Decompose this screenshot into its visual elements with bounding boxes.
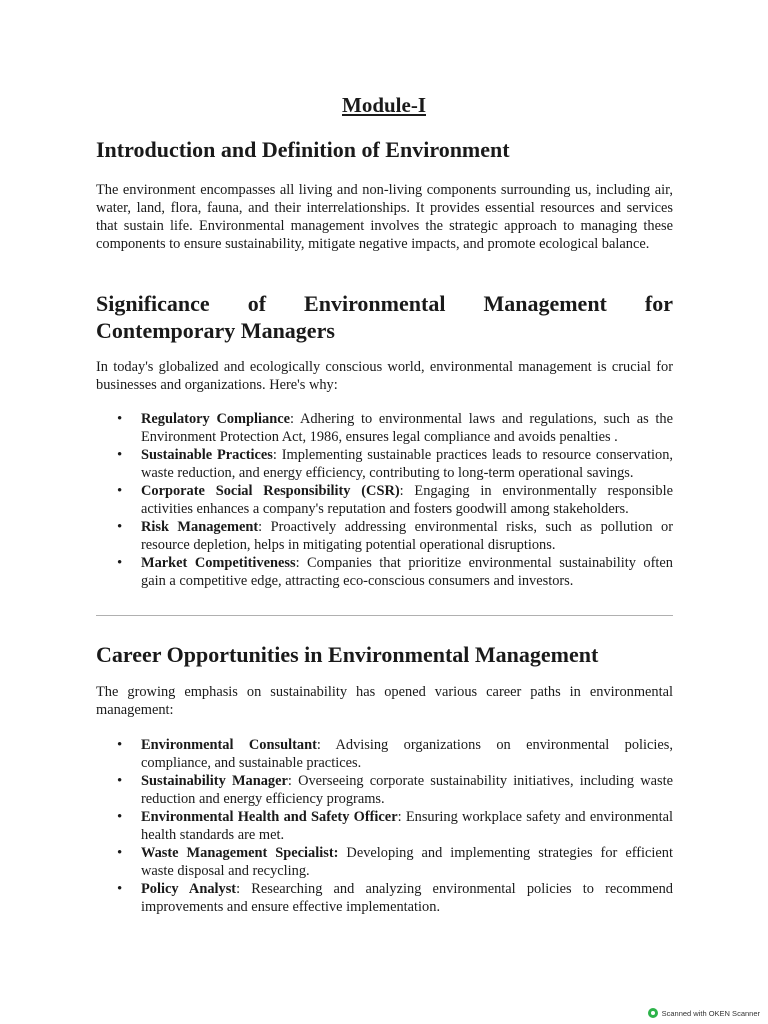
list-item-sep: : xyxy=(287,773,292,789)
scanner-watermark xyxy=(648,1008,760,1018)
list-item-term: Sustainability Manager xyxy=(141,773,288,789)
list-item xyxy=(96,880,673,916)
list-item-sep: : xyxy=(236,881,241,897)
list-item-text: Proactively addressing environmental risks, such as pollution or resource depletion, helps in mitigating potential operational disruptions. xyxy=(141,519,673,553)
list-item-sep: : xyxy=(272,447,277,463)
list-item-text: Advising organizations on environmental policies, compliance, and sustainable practices. xyxy=(141,737,673,771)
list-item-text: Companies that prioritize environmental sustainability often gain a competitive edge, attracting eco-conscious consumers and investors. xyxy=(141,555,673,589)
list-item xyxy=(96,554,673,590)
list-item xyxy=(96,772,673,808)
list-item-sep: : xyxy=(290,411,295,427)
list-item-sep: : xyxy=(316,737,321,753)
list-item-sep: : xyxy=(397,809,402,825)
list-item-text: Engaging in environmentally responsible activities enhances a company's reputation and fosters goodwill among stakeholders. xyxy=(141,483,674,517)
introduction-paragraph: The environment encompasses all living and non-living components surrounding us, including air, water, land, flora, fauna, and their interrelationships. It provides essential resources and services that sustain life. Environmental management involves the strategic approach to managing these components to ensure sustainability, mitigate negative impacts, and promote ecological balance. xyxy=(96,182,673,252)
list-item xyxy=(96,844,673,880)
careers-intro: The growing emphasis on sustainability has opened various career paths in environmental management: xyxy=(96,684,673,718)
list-item-term: Risk Management xyxy=(141,519,259,535)
section-heading-significance-line2: Contemporary Managers xyxy=(96,318,335,343)
list-item-term: Market Competitiveness xyxy=(141,555,296,571)
list-item-text: Developing and implementing strategies for efficient waste disposal and recycling. xyxy=(141,845,673,879)
section-heading-significance xyxy=(96,290,673,317)
list-item-text: Adhering to environmental laws and regulations, such as the Environment Protection Act, 1986, ensures legal compliance and avoids penalties . xyxy=(141,411,674,445)
list-item xyxy=(96,736,673,772)
list-item-term: Corporate Social Responsibility (CSR) xyxy=(141,483,400,499)
section-heading-careers: Career Opportunities in Environmental Management xyxy=(96,642,599,667)
careers-list xyxy=(96,736,673,916)
list-item xyxy=(96,410,673,446)
list-item-sep: : xyxy=(258,519,263,535)
significance-list xyxy=(96,410,673,590)
list-item xyxy=(96,808,673,844)
heading-line: Significance of Environmental Management for xyxy=(96,291,673,316)
list-item-term: Sustainable Practices xyxy=(141,447,273,463)
list-item-text: Ensuring workplace safety and environmental health standards are met. xyxy=(141,809,673,843)
module-title: Module-I xyxy=(342,93,426,117)
oken-scanner-logo-icon xyxy=(648,1008,658,1018)
scanner-watermark-text: Scanned with OKEN Scanner xyxy=(661,1008,760,1018)
significance-intro: In today's globalized and ecologically conscious world, environmental management is crucial for businesses and organizations. Here's why: xyxy=(96,359,673,393)
list-item-text: Overseeing corporate sustainability initiatives, including waste reduction and energy efficiency programs. xyxy=(141,773,674,807)
list-item xyxy=(96,518,673,554)
list-item xyxy=(96,482,673,518)
list-item-term: Environmental Health and Safety Officer xyxy=(141,809,398,825)
list-item-sep: : xyxy=(399,483,404,499)
section-divider xyxy=(96,615,673,616)
list-item-text: Implementing sustainable practices leads to resource conservation, waste reduction, and energy efficiency, contributing to long-term operational savings. xyxy=(141,447,673,481)
list-item-sep: : xyxy=(295,555,300,571)
list-item-term: Policy Analyst xyxy=(141,881,237,897)
list-item-term: Regulatory Compliance xyxy=(141,411,291,427)
list-item-term: Environmental Consultant xyxy=(141,737,317,753)
list-item-text: Researching and analyzing environmental policies to recommend improvements and ensure effective implementation. xyxy=(141,881,674,915)
list-item xyxy=(96,446,673,482)
section-heading-introduction: Introduction and Definition of Environment xyxy=(96,137,510,162)
list-item-term: Waste Management Specialist: xyxy=(141,845,339,861)
